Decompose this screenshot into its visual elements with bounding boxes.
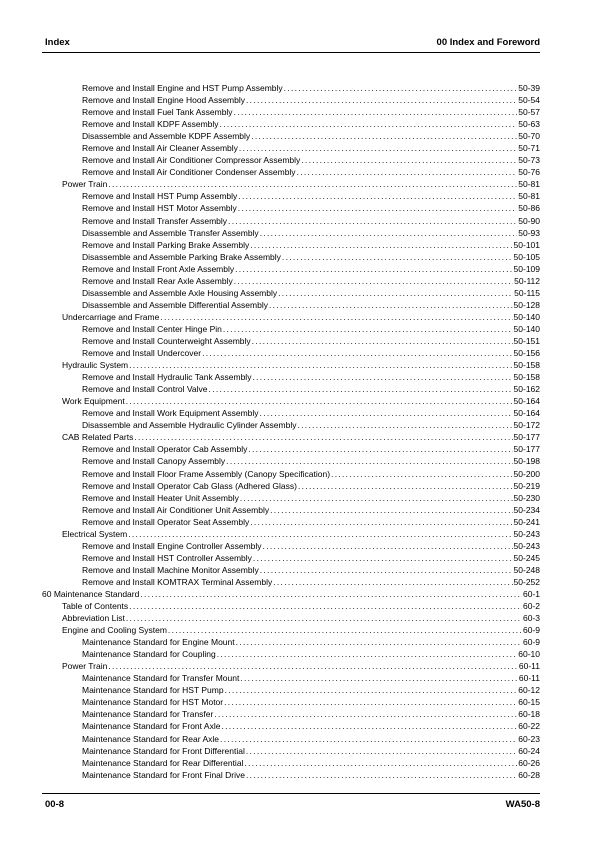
toc-entry[interactable] <box>42 443 540 455</box>
toc-entry-title: Maintenance Standard for Front Differential <box>82 745 245 756</box>
toc-entry[interactable] <box>42 347 540 359</box>
toc-entry[interactable] <box>42 672 540 684</box>
toc-entry[interactable] <box>42 227 540 239</box>
toc-entry-title: Remove and Install Undercover <box>82 348 202 359</box>
toc-dot-leader <box>223 323 513 335</box>
toc-entry-page: 50-151 <box>513 335 540 346</box>
toc-dot-leader <box>244 757 517 769</box>
toc-entry-title: Remove and Install Operator Seat Assembly <box>82 516 250 527</box>
header-section-title: Index <box>45 37 70 48</box>
toc-dot-leader <box>240 492 513 504</box>
toc-entry[interactable] <box>42 757 540 769</box>
toc-entry-page: 60-28 <box>518 769 540 780</box>
toc-entry-title: Remove and Install HST Pump Assembly <box>82 191 238 202</box>
toc-entry-title: Remove and Install Air Conditioner Unit Assembly <box>82 504 270 515</box>
toc-entry-title: Maintenance Standard for Transfer <box>82 709 214 720</box>
toc-entry-title: Maintenance Standard for Engine Mount <box>82 637 235 648</box>
toc-dot-leader <box>129 359 512 371</box>
toc-entry[interactable] <box>42 106 540 118</box>
toc-entry-title: Engine and Cooling System <box>62 625 167 636</box>
toc-entry[interactable] <box>42 660 540 672</box>
toc-entry[interactable] <box>42 696 540 708</box>
toc-entry-title: Power Train <box>62 179 108 190</box>
toc-dot-leader <box>282 251 513 263</box>
toc-entry[interactable] <box>42 516 540 528</box>
toc-dot-leader <box>108 660 518 672</box>
header-chapter-title: 00 Index and Foreword <box>436 37 540 48</box>
toc-dot-leader <box>224 696 517 708</box>
toc-entry-page: 50-164 <box>513 396 540 407</box>
toc-entry[interactable] <box>42 251 540 263</box>
toc-entry-page: 60-15 <box>518 697 540 708</box>
toc-entry-title: Maintenance Standard for Rear Axle <box>82 733 220 744</box>
toc-entry-title: Remove and Install Floor Frame Assembly (Canopy Specification) <box>82 468 331 479</box>
toc-dot-leader <box>134 431 512 443</box>
toc-entry-title: CAB Related Parts <box>62 432 134 443</box>
toc-dot-leader <box>225 684 518 696</box>
toc-entry[interactable] <box>42 600 540 612</box>
toc-entry-page: 50-230 <box>513 492 540 503</box>
toc-entry-page: 50-115 <box>514 287 540 298</box>
toc-dot-leader <box>251 130 517 142</box>
toc-entry[interactable] <box>42 636 540 648</box>
toc-entry-title: Remove and Install KDPF Assembly <box>82 119 219 130</box>
toc-entry[interactable] <box>42 263 540 275</box>
toc-dot-leader <box>126 395 513 407</box>
toc-entry-title: Electrical System <box>62 528 128 539</box>
toc-entry-title: Remove and Install Rear Axle Assembly <box>82 275 233 286</box>
toc-entry-title: Remove and Install Fuel Tank Assembly <box>82 107 233 118</box>
footer-page-number: 00-8 <box>45 799 65 810</box>
toc-entry[interactable] <box>42 431 540 443</box>
toc-entry-page: 50-112 <box>514 275 540 286</box>
toc-dot-leader <box>273 576 512 588</box>
toc-entry-page: 50-234 <box>513 504 540 515</box>
toc-entry-title: Remove and Install Operator Cab Assembly <box>82 444 248 455</box>
toc-entry-page: 50-177 <box>513 432 540 443</box>
footer-model-name: WA50-8 <box>505 799 540 810</box>
toc-entry-title: Remove and Install Control Valve <box>82 384 208 395</box>
toc-entry-title: Remove and Install Engine and HST Pump Assembly <box>82 83 283 93</box>
toc-entry-page: 50-243 <box>513 528 540 539</box>
toc-entry-page: 50-248 <box>513 564 540 575</box>
toc-entry[interactable] <box>42 94 540 106</box>
header-divider <box>42 52 540 53</box>
toc-entry-page: 50-140 <box>513 311 540 322</box>
toc-dot-leader <box>301 154 517 166</box>
toc-entry-page: 50-158 <box>513 372 540 383</box>
toc-entry[interactable] <box>42 624 540 636</box>
page-header <box>45 37 540 51</box>
toc-entry[interactable] <box>42 552 540 564</box>
toc-entry[interactable] <box>42 190 540 202</box>
toc-entry[interactable] <box>42 215 540 227</box>
table-of-contents <box>42 82 540 781</box>
toc-entry-page: 50-252 <box>513 576 540 587</box>
toc-entry[interactable] <box>42 371 540 383</box>
toc-entry-page: 50-172 <box>513 420 540 431</box>
toc-entry-page: 60-2 <box>522 601 540 612</box>
toc-dot-leader <box>220 118 518 130</box>
toc-entry-page: 50-219 <box>513 480 540 491</box>
toc-entry[interactable] <box>42 504 540 516</box>
toc-entry-title: Disassemble and Assemble Parking Brake Assembly <box>82 251 281 262</box>
toc-entry-page: 50-177 <box>513 444 540 455</box>
toc-entry[interactable] <box>42 745 540 757</box>
toc-entry-page: 60-9 <box>522 637 540 648</box>
toc-entry-title: Power Train <box>62 661 108 672</box>
toc-entry-title: Remove and Install Front Axle Assembly <box>82 263 235 274</box>
toc-entry-page: 50-73 <box>518 155 540 166</box>
toc-entry-page: 50-86 <box>518 203 540 214</box>
toc-entry-title: Disassemble and Assemble Hydraulic Cylinder Assembly <box>82 420 297 431</box>
toc-entry-title: Remove and Install Hydraulic Tank Assembly <box>82 372 252 383</box>
toc-entry[interactable] <box>42 648 540 660</box>
toc-entry-title: Remove and Install Operator Cab Glass (Adhered Glass) <box>82 480 297 491</box>
toc-entry-page: 50-81 <box>518 191 540 202</box>
toc-entry-title: Remove and Install Parking Brake Assembly <box>82 239 250 250</box>
toc-entry-title: Maintenance Standard for Rear Differential <box>82 757 244 768</box>
toc-entry[interactable] <box>42 733 540 745</box>
toc-entry[interactable] <box>42 492 540 504</box>
toc-dot-leader <box>234 106 518 118</box>
toc-dot-leader <box>331 468 513 480</box>
toc-entry-page: 50-71 <box>518 143 540 154</box>
toc-dot-leader <box>260 407 513 419</box>
toc-entry[interactable] <box>42 407 540 419</box>
toc-entry-page: 50-158 <box>513 360 540 371</box>
toc-entry-page: 50-101 <box>513 239 540 250</box>
toc-entry[interactable] <box>42 178 540 190</box>
toc-dot-leader <box>128 528 512 540</box>
toc-dot-leader <box>260 564 513 576</box>
toc-entry-page: 50-54 <box>518 95 540 106</box>
toc-entry-page: 50-57 <box>518 107 540 118</box>
toc-entry-page: 50-200 <box>513 468 540 479</box>
toc-entry-title: Remove and Install Center Hinge Pin <box>82 323 222 334</box>
toc-entry[interactable] <box>42 540 540 552</box>
toc-dot-leader <box>298 480 513 492</box>
toc-dot-leader <box>160 311 512 323</box>
toc-entry[interactable] <box>42 564 540 576</box>
toc-entry[interactable] <box>42 769 540 781</box>
toc-entry-page: 50-241 <box>513 516 540 527</box>
toc-entry-page: 60-22 <box>518 721 540 732</box>
toc-entry[interactable] <box>42 468 540 480</box>
toc-dot-leader <box>239 142 517 154</box>
footer-divider <box>42 793 540 794</box>
toc-entry-page: 50-140 <box>513 323 540 334</box>
toc-dot-leader <box>202 347 512 359</box>
toc-entry-page: 50-243 <box>513 540 540 551</box>
toc-dot-leader <box>252 335 513 347</box>
toc-entry-title: Remove and Install HST Controller Assembly <box>82 552 252 563</box>
toc-entry[interactable] <box>42 359 540 371</box>
toc-entry[interactable] <box>42 166 540 178</box>
toc-entry-page: 50-93 <box>518 227 540 238</box>
toc-entry[interactable] <box>42 287 540 299</box>
toc-entry[interactable] <box>42 335 540 347</box>
toc-entry-title: Disassemble and Assemble KDPF Assembly <box>82 131 251 142</box>
toc-dot-leader <box>246 769 517 781</box>
toc-entry-page: 50-164 <box>513 408 540 419</box>
toc-entry-page: 60-10 <box>518 649 540 660</box>
toc-dot-leader <box>278 287 513 299</box>
toc-entry-page: 50-70 <box>518 131 540 142</box>
toc-dot-leader <box>108 178 517 190</box>
toc-entry-page: 50-245 <box>513 552 540 563</box>
toc-entry-title: Maintenance Standard for HST Pump <box>82 685 224 696</box>
toc-dot-leader <box>235 263 512 275</box>
toc-entry[interactable] <box>42 130 540 142</box>
toc-entry[interactable] <box>42 455 540 467</box>
toc-dot-leader <box>129 600 522 612</box>
toc-entry-page: 50-39 <box>518 83 540 93</box>
toc-entry[interactable] <box>42 419 540 431</box>
toc-dot-leader <box>270 504 512 516</box>
toc-dot-leader <box>236 636 522 648</box>
toc-entry-title: Remove and Install KOMTRAX Terminal Assembly <box>82 576 273 587</box>
toc-entry-page: 60-11 <box>518 673 540 684</box>
toc-entry-title: Table of Contents <box>62 601 129 612</box>
toc-entry-page: 50-105 <box>513 251 540 262</box>
toc-entry-page: 60-24 <box>518 745 540 756</box>
toc-dot-leader <box>226 455 512 467</box>
toc-entry-title: Disassemble and Assemble Transfer Assembly <box>82 227 259 238</box>
toc-entry[interactable] <box>42 612 540 624</box>
toc-dot-leader <box>246 745 517 757</box>
toc-entry[interactable] <box>42 142 540 154</box>
toc-entry[interactable] <box>42 82 540 94</box>
toc-entry-title: Maintenance Standard for Transfer Mount <box>82 673 240 684</box>
toc-dot-leader <box>240 672 518 684</box>
toc-entry-title: Remove and Install Counterweight Assembly <box>82 335 251 346</box>
toc-entry-page: 50-63 <box>518 119 540 130</box>
toc-entry-page: 50-109 <box>513 263 540 274</box>
toc-entry-title: Remove and Install HST Motor Assembly <box>82 203 237 214</box>
toc-entry-page: 50-198 <box>513 456 540 467</box>
toc-dot-leader <box>140 588 522 600</box>
toc-entry[interactable] <box>42 239 540 251</box>
toc-entry-title: Hydraulic System <box>62 360 129 371</box>
toc-dot-leader <box>250 239 512 251</box>
toc-dot-leader <box>253 552 513 564</box>
toc-dot-leader <box>263 540 513 552</box>
toc-entry-page: 50-81 <box>518 179 540 190</box>
toc-dot-leader <box>168 624 522 636</box>
toc-entry-page: 50-76 <box>518 167 540 178</box>
toc-entry-page: 60-18 <box>518 709 540 720</box>
toc-dot-leader <box>297 166 518 178</box>
toc-entry-title: Undercarriage and Frame <box>62 311 160 322</box>
toc-entry-page: 60-9 <box>522 625 540 636</box>
toc-dot-leader <box>269 299 513 311</box>
toc-entry-title: Remove and Install Engine Hood Assembly <box>82 95 246 106</box>
toc-entry-page: 50-128 <box>513 299 540 310</box>
toc-dot-leader <box>284 82 518 94</box>
toc-dot-leader <box>126 612 522 624</box>
toc-entry[interactable] <box>42 708 540 720</box>
toc-entry-title: Work Equipment <box>62 396 125 407</box>
toc-entry[interactable] <box>42 154 540 166</box>
toc-dot-leader <box>297 419 512 431</box>
toc-entry[interactable] <box>42 588 540 600</box>
toc-entry-page: 50-156 <box>513 348 540 359</box>
toc-entry-title: Remove and Install Heater Unit Assembly <box>82 492 239 503</box>
toc-entry[interactable] <box>42 684 540 696</box>
toc-entry[interactable] <box>42 323 540 335</box>
toc-entry[interactable] <box>42 480 540 492</box>
toc-entry-page: 60-26 <box>518 757 540 768</box>
toc-entry-title: Remove and Install Work Equipment Assembly <box>82 408 259 419</box>
toc-dot-leader <box>220 733 517 745</box>
toc-entry-page: 50-162 <box>513 384 540 395</box>
toc-entry-title: Maintenance Standard for Front Final Drive <box>82 769 245 780</box>
toc-entry[interactable] <box>42 576 540 588</box>
toc-entry[interactable] <box>42 275 540 287</box>
toc-dot-leader <box>221 720 517 732</box>
toc-dot-leader <box>238 202 517 214</box>
toc-entry[interactable] <box>42 202 540 214</box>
toc-entry[interactable] <box>42 383 540 395</box>
toc-dot-leader <box>238 190 517 202</box>
toc-entry-title: Disassemble and Assemble Differential Assembly <box>82 299 268 310</box>
toc-entry-page: 60-23 <box>518 733 540 744</box>
toc-dot-leader <box>252 371 512 383</box>
toc-entry-page: 50-90 <box>518 215 540 226</box>
toc-dot-leader <box>209 383 513 395</box>
toc-entry-page: 60-1 <box>522 588 540 599</box>
toc-entry-page: 60-11 <box>518 661 540 672</box>
toc-entry[interactable] <box>42 395 540 407</box>
toc-entry-title: Remove and Install Transfer Assembly <box>82 215 228 226</box>
toc-entry-title: Disassemble and Assemble Axle Housing Assembly <box>82 287 278 298</box>
toc-entry-title: Remove and Install Air Cleaner Assembly <box>82 143 238 154</box>
toc-entry-page: 60-3 <box>522 613 540 624</box>
toc-dot-leader <box>217 648 518 660</box>
toc-dot-leader <box>250 516 512 528</box>
toc-entry-title: Maintenance Standard for HST Motor <box>82 697 224 708</box>
toc-entry-title: Remove and Install Air Conditioner Compressor Assembly <box>82 155 301 166</box>
toc-entry-title: 60 Maintenance Standard <box>42 588 140 599</box>
toc-entry-title: Abbreviation List <box>62 613 125 624</box>
toc-dot-leader <box>260 227 518 239</box>
toc-entry[interactable] <box>42 311 540 323</box>
toc-entry-title: Remove and Install Machine Monitor Assembly <box>82 564 259 575</box>
toc-dot-leader <box>234 275 513 287</box>
toc-entry[interactable] <box>42 528 540 540</box>
toc-dot-leader <box>246 94 517 106</box>
toc-dot-leader <box>214 708 517 720</box>
toc-entry-page: 60-12 <box>518 685 540 696</box>
toc-entry[interactable] <box>42 299 540 311</box>
toc-entry[interactable] <box>42 118 540 130</box>
toc-entry-title: Remove and Install Canopy Assembly <box>82 456 226 467</box>
toc-entry-title: Remove and Install Engine Controller Assembly <box>82 540 262 551</box>
toc-entry-title: Maintenance Standard for Front Axle <box>82 721 221 732</box>
toc-entry[interactable] <box>42 720 540 732</box>
toc-entry-title: Remove and Install Air Conditioner Condenser Assembly <box>82 167 296 178</box>
toc-dot-leader <box>228 215 517 227</box>
toc-dot-leader <box>248 443 512 455</box>
toc-entry-title: Maintenance Standard for Coupling <box>82 649 216 660</box>
